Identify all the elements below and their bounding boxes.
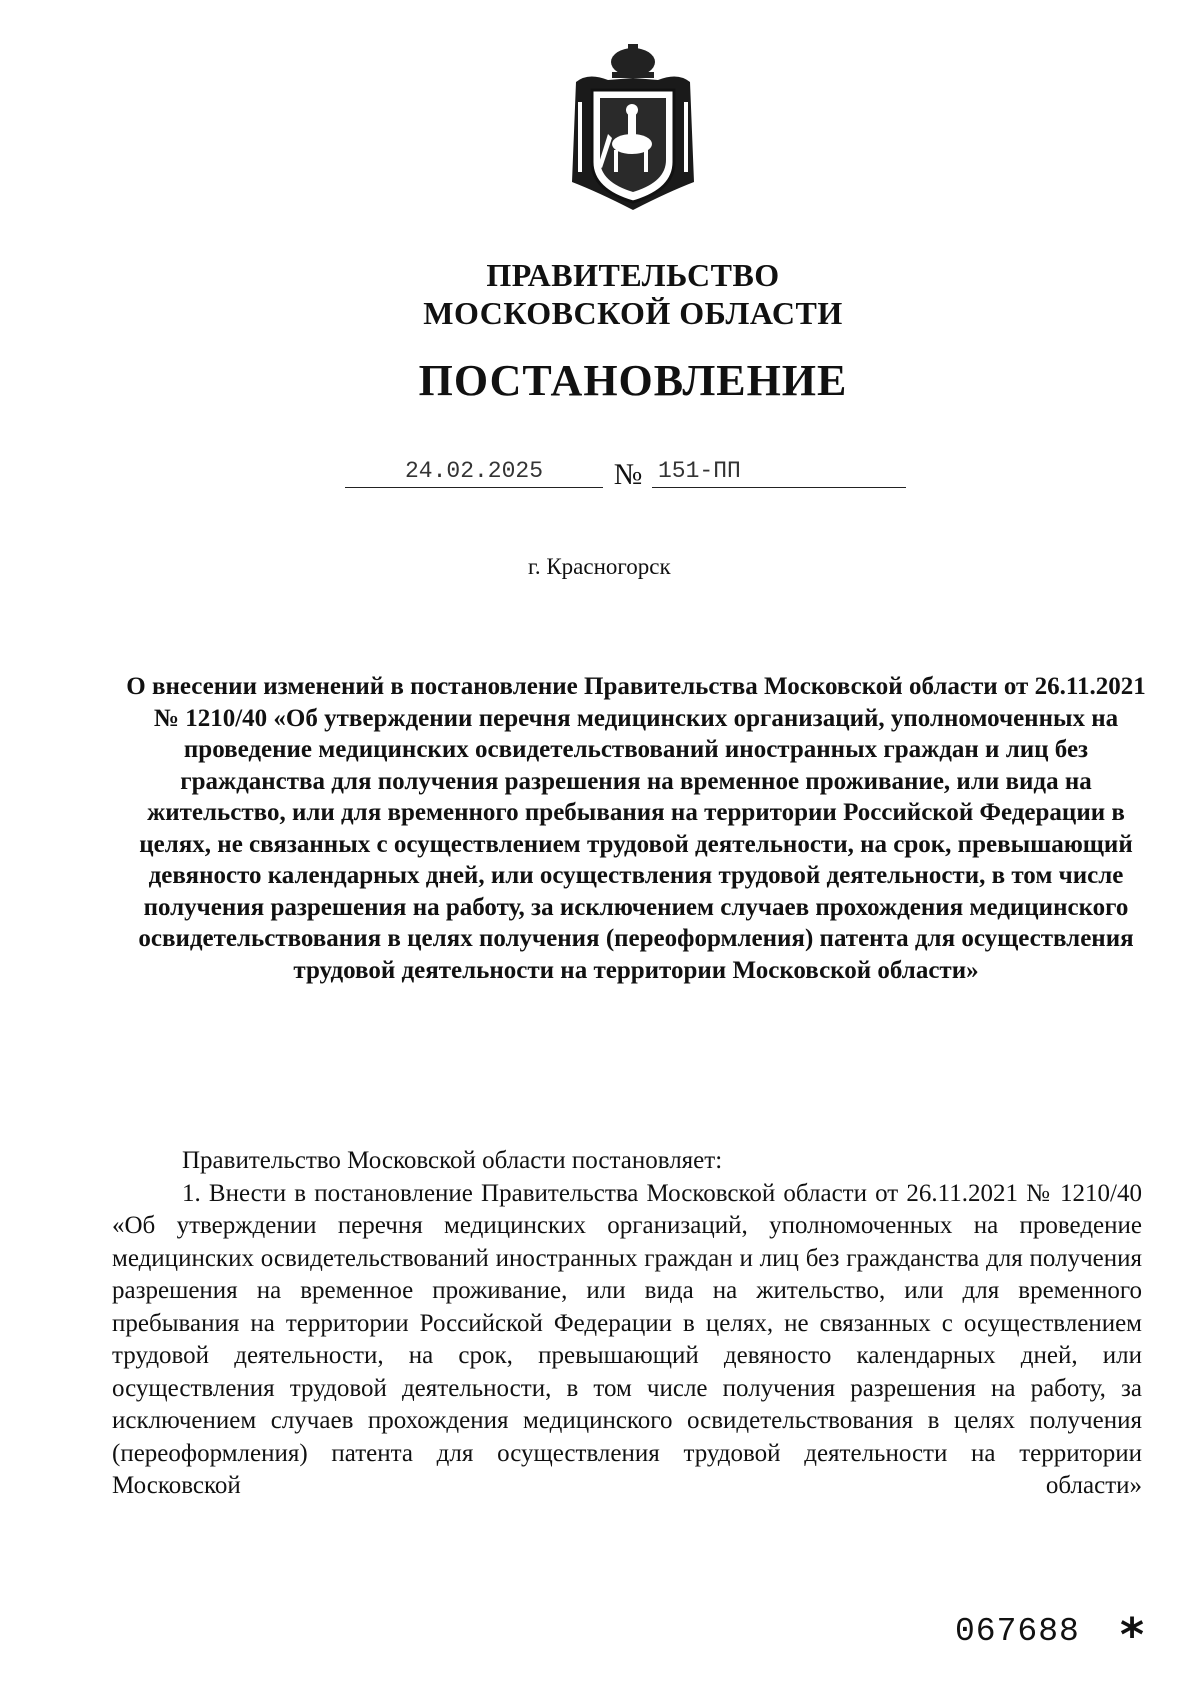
org-title-line1: ПРАВИТЕЛЬСТВО (486, 257, 780, 293)
document-type-title: ПОСТАНОВЛЕНИЕ (418, 356, 848, 405)
document-body (112, 1145, 1142, 1503)
asterisk-mark: * (1120, 1608, 1145, 1662)
org-title-line2: МОСКОВСКОЙ ОБЛАСТИ (423, 295, 843, 331)
document-serial-number: 067688 (955, 1613, 1080, 1650)
coat-of-arms-icon (568, 42, 698, 214)
document-number: 151-ПП (652, 458, 906, 488)
number-sign: № (613, 458, 643, 491)
document-date: 24.02.2025 (345, 458, 603, 488)
paragraph-1: 1. Внести в постановление Правительства Московской области от 26.11.2021 № 1210/40 «Об утверждении перечня медицинских организаций, уполномоченных на проведение медицинских освидетельствований иностранных граждан и лиц без гражданства для получения разрешения на временное проживание, или вида на жительство, или для временного пребывания на территории Российской Федерации в целях, не связанных с осуществлением трудовой деятельности, на срок, превышающий девяносто календарных дней, или осуществления трудовой деятельности, в том числе получения разрешения на работу, за исключением случаев прохождения медицинского освидетельствования в целях получения (переоформления) патента для осуществления трудовой деятельности на территории Московской области» (112, 1179, 1142, 1499)
city-line: г. Красногорск (528, 554, 671, 579)
intro-paragraph: Правительство Московской области постановляет: (182, 1147, 723, 1174)
date-number-line (0, 458, 1200, 498)
document-subject: О внесении изменений в постановление Правительства Московской области от 26.11.2021 № 1210/40 «Об утверждении перечня медицинских организаций, уполномоченных на проведение медицинских освидетельствований иностранных граждан и лиц без гражданства для получения разрешения на временное проживание, или вида на жительство, или для временного пребывания на территории Российской Федерации в целях, не связанных с осуществлением трудовой деятельности, на срок, превышающий девяносто календарных дней, или осуществления трудовой деятельности, в том числе получения разрешения на работу, за исключением случаев прохождения медицинского освидетельствования в целях получения (переоформления) патента для осуществления трудовой деятельности на территории Московской области» (126, 673, 1146, 984)
